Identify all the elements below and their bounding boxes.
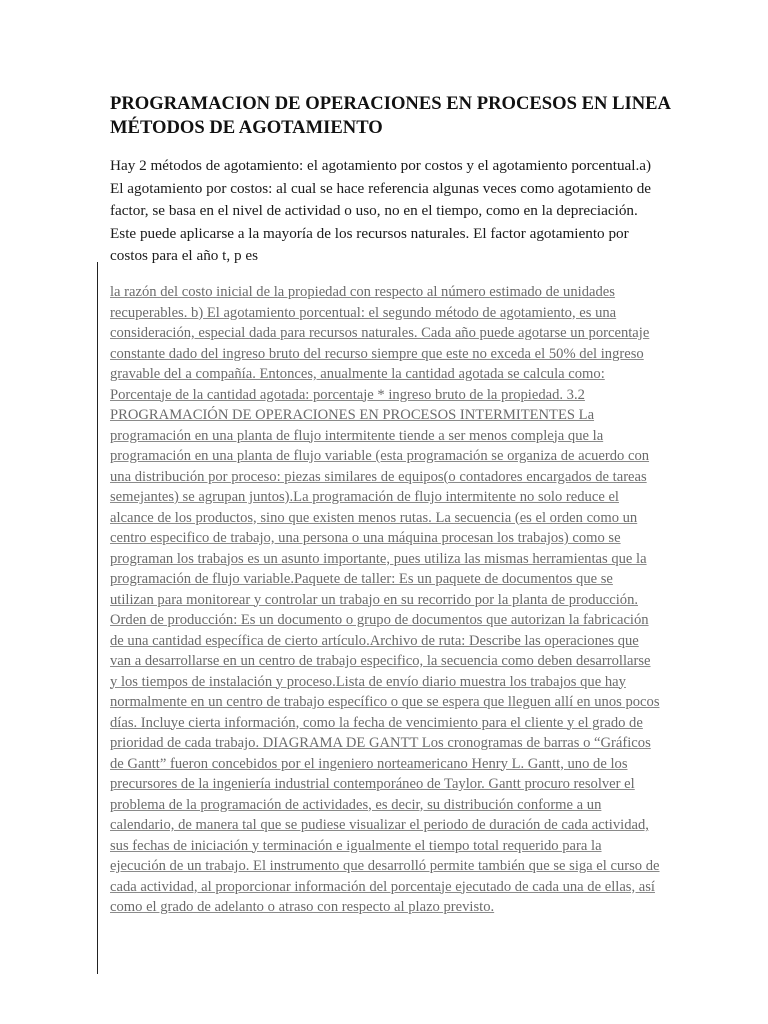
document-title — [110, 92, 670, 140]
title-line-1: PROGRAMACION DE OPERACIONES EN PROCESOS EN LINEA — [110, 93, 671, 114]
title-line-2: MÉTODOS DE AGOTAMIENTO — [110, 117, 383, 138]
body-paragraph: la razón del costo inicial de la propiedad con respecto al número estimado de unidades recuperables. b) El agotamiento porcentual: el segundo método de agotamiento, es una consideración, especial dada para recursos naturales. Cada año puede agotarse un porcentaje constante dado del ingreso bruto del recurso siempre que este no exceda el 50% del ingreso gravable del a compañía. Entonces, anualmente la cantidad agotada se calcula como: Porcentaje de la cantidad agotada: porcentaje * ingreso bruto de la propiedad. 3.2 PROGRAMACIÓN DE OPERACIONES EN PROCESOS INTERMITENTES La programación en una planta de flujo intermitente tiende a ser menos compleja que la programación en una planta de flujo variable (esta programación se organiza de acuerdo con una distribución por proceso: piezas similares de equipos(o contadores encargados de tareas semejantes) se agrupan juntos).La programación de flujo intermitente no solo reduce el alcance de los productos, sino que existen menos rutas. La secuencia (es el orden como un centro especifico de trabajo, una persona o una máquina procesan los trabajos) como se programan los trabajos es un asunto importante, pues utiliza las mismas herramientas que la programación de flujo variable.Paquete de taller: Es un paquete de documentos que se utilizan para monitorear y controlar un trabajo en su recorrido por la planta de producción. Orden de producción: Es un documento o grupo de documentos que autorizan la fabricación de una cantidad específica de cierto artículo.Archivo de ruta: Describe las operaciones que van a desarrollarse en un centro de trabajo especifico, la secuencia como deben desarrollarse y los tiempos de instalación y proceso.Lista de envío diario muestra los trabajos que hay normalmente en un centro de trabajo específico o que se espera que lleguen allí en unos pocos días. Incluye cierta información, como la fecha de vencimiento para el cliente y el grado de prioridad de cada trabajo. DIAGRAMA DE GANTT Los cronogramas de barras o “Gráficos de Gantt” fueron concebidos por el ingeniero norteamericano Henry L. Gantt, uno de los precursores de la ingeniería industrial contemporáneo de Taylor. Gantt procuro resolver el problema de la programación de actividades, es decir, su distribución conforme a un calendario, de manera tal que se pudiese visualizar el periodo de duración de cada actividad, sus fechas de iniciación y terminación e igualmente el tiempo total requerido para la ejecución de un trabajo. El instrumento que desarrolló permite también que se siga el curso de cada actividad, al proporcionar información del porcentaje ejecutado de cada una de ellas, así como el grado de adelanto o atraso con respecto al plazo previsto. — [110, 284, 660, 915]
intro-paragraph: Hay 2 métodos de agotamiento: el agotamiento por costos y el agotamiento porcentual.a) El agotamiento por costos: al cual se hace referencia algunas veces como agotamiento de factor, se basa en el nivel de actividad o uso, no en el tiempo, como en la depreciación. Este puede aplicarse a la mayoría de los recursos naturales. El factor agotamiento por costos para el año t, p es — [110, 157, 652, 265]
margin-rule — [97, 262, 98, 974]
